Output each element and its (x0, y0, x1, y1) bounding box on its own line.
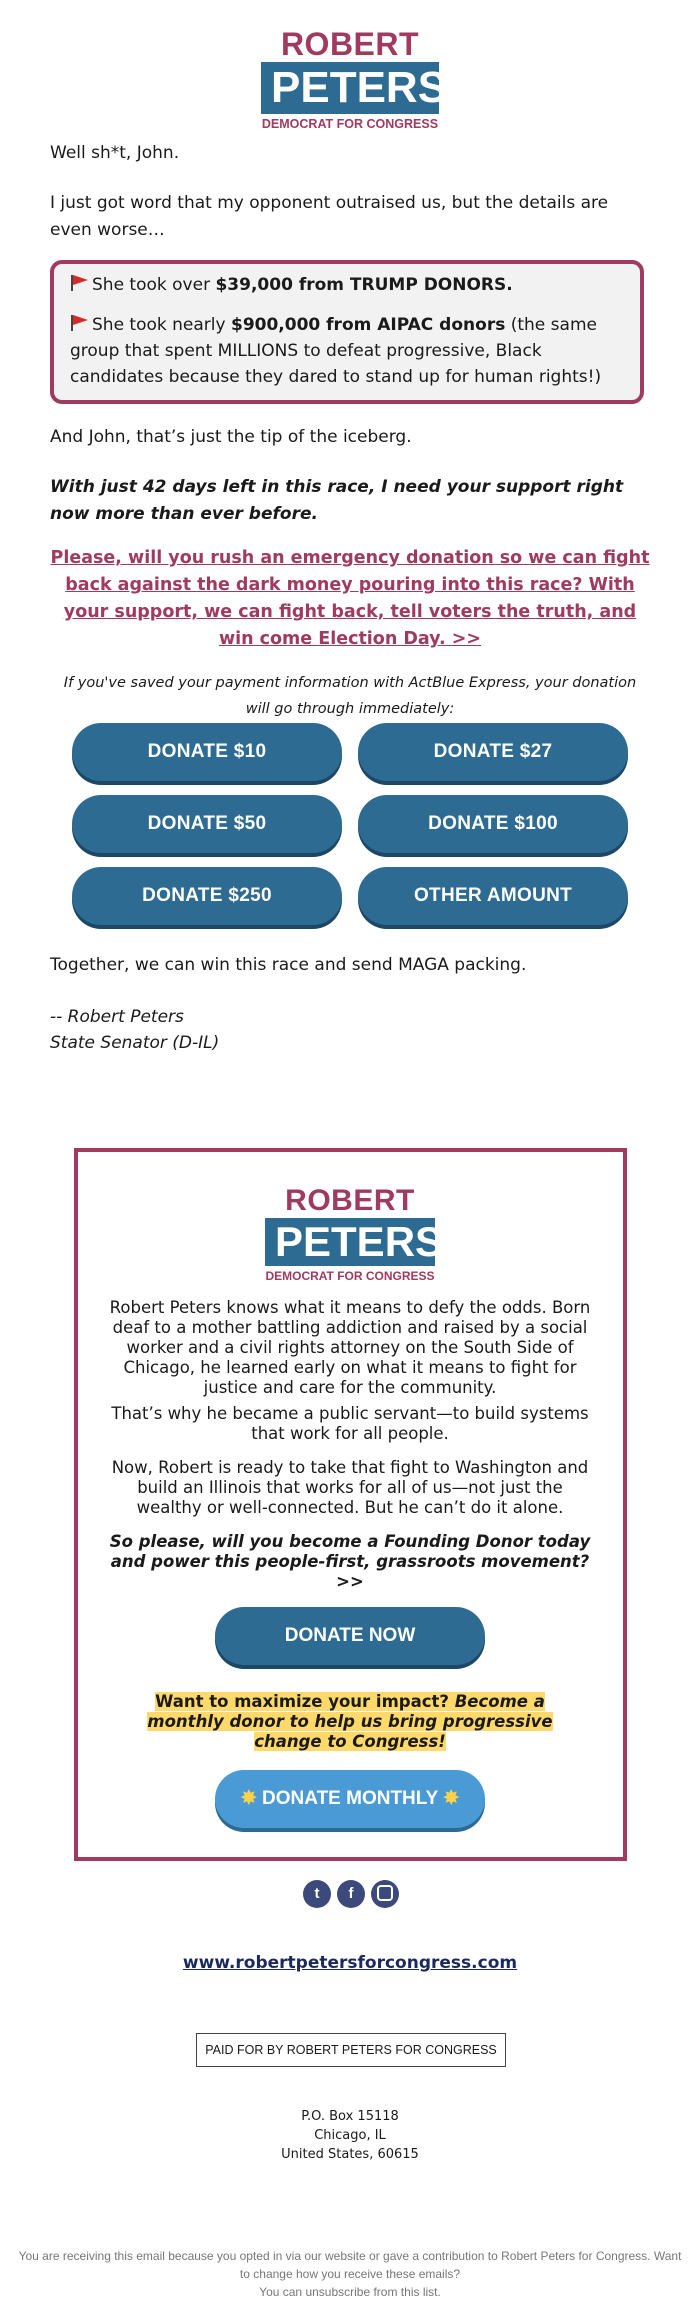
founding-donor-ask: So please, will you become a Founding Donor today and power this people-first, grassroots movement? >> (109, 1532, 591, 1591)
donate-100-button[interactable]: DONATE $100 (358, 795, 628, 853)
signature-name: -- Robert Peters (50, 1007, 184, 1027)
logo-line-peters: PETERS (261, 62, 439, 114)
email-footer-notice (0, 2247, 700, 2301)
callout-item-trump (70, 272, 620, 298)
logo-tagline: DEMOCRAT FOR CONGRESS (261, 117, 439, 131)
twitter-icon[interactable]: t (303, 1880, 331, 1908)
red-flag-icon (70, 314, 90, 332)
monthly-donor-appeal (115, 1692, 585, 1752)
callout-item2-bold: $900,000 from AIPAC donors (230, 315, 506, 335)
paid-for-disclaimer: PAID FOR BY ROBERT PETERS FOR CONGRESS (196, 2033, 506, 2067)
signature-title: State Senator (D-IL) (50, 1033, 220, 1053)
emergency-donation-link[interactable]: Please, will you rush an emergency donation so we can fight back against the dark money pouring into this race? With your support, we can fight back, tell voters the truth, and win come Election Day. >> (50, 548, 650, 649)
donate-250-button[interactable]: DONATE $250 (72, 867, 342, 925)
donate-27-button[interactable]: DONATE $27 (358, 723, 628, 781)
monthly-appeal-italic: Become a monthly donor to help us bring progressive change to Congress! (147, 1692, 553, 1751)
unsubscribe-link[interactable]: You can unsubscribe from this list. (259, 2285, 441, 2299)
bio-paragraph: Robert Peters knows what it means to defy the odds. Born deaf to a mother battling addiction and raised by a social worker and a civil rights attorney on the South Side of Chicago, he learned early on what it means to fight for justice and care for the community. (109, 1298, 591, 1397)
callout-item-aipac (70, 312, 620, 390)
monthly-appeal-lead: Want to maximize your impact? (155, 1692, 455, 1711)
donate-monthly-button[interactable] (215, 1770, 485, 1828)
card-logo-line-robert: ROBERT (285, 1184, 415, 1217)
urgent-appeal: With just 42 days left in this race, I need your support right now more than ever before. (50, 477, 624, 524)
donate-other-amount-button[interactable]: OTHER AMOUNT (358, 867, 628, 925)
callout-item1-text: She took over (92, 275, 216, 295)
donate-50-button[interactable]: DONATE $50 (72, 795, 342, 853)
address-line-1: P.O. Box 15118 (301, 2109, 399, 2124)
card-logo (265, 1184, 444, 1283)
donate-now-button[interactable]: DONATE NOW (215, 1607, 485, 1665)
callout-item2-text: She took nearly (92, 315, 231, 335)
star-icon: ✸ (240, 1788, 257, 1809)
star-icon: ✸ (443, 1788, 460, 1809)
card-logo-tagline: DEMOCRAT FOR CONGRESS (265, 1269, 435, 1283)
actblue-express-note: If you've saved your payment information with ActBlue Express, your donation will go through immediately: (63, 675, 637, 717)
instagram-icon[interactable] (371, 1880, 399, 1908)
card-logo-line-peters: PETERS (265, 1218, 435, 1266)
donate-10-button[interactable]: DONATE $10 (72, 723, 342, 781)
donate-monthly-label: DONATE MONTHLY (262, 1788, 438, 1809)
red-flag-icon (70, 274, 90, 292)
opponent-callout-box (50, 260, 644, 404)
tip-of-iceberg: And John, that’s just the tip of the iceberg. (50, 427, 412, 447)
ready-paragraph: Now, Robert is ready to take that fight to Washington and build an Illinois that works for all of us—not just the wealthy or well-connected. But he can’t do it alone. (111, 1458, 589, 1517)
subscription-notice: You are receiving this email because you opted in via our website or gave a contribution to Robert Peters for Congress. Want to change how you receive these emails? (18, 2249, 682, 2281)
logo-line-robert: ROBERT (280, 26, 420, 62)
mailing-address (0, 2107, 700, 2164)
callout-item1-bold: $39,000 from TRUMP DONORS. (215, 275, 513, 295)
closing-line: Together, we can win this race and send MAGA packing. (50, 955, 527, 975)
address-line-3: United States, 60615 (281, 2147, 419, 2162)
public-servant-paragraph: That’s why he became a public servant—to build systems that work for all people. (111, 1404, 589, 1443)
callout-item2-detail: (the same group that spent MILLIONS to defeat progressive, Black candidates because they dared to stand up for human rights!) (70, 315, 602, 387)
intro-paragraph: I just got word that my opponent outraised us, but the details are even worse… (50, 193, 609, 240)
greeting: Well sh*t, John. (50, 143, 180, 163)
website-link[interactable]: www.robertpetersforcongress.com (182, 1953, 518, 1973)
facebook-icon[interactable]: f (337, 1880, 365, 1908)
header-logo (261, 26, 448, 131)
address-line-2: Chicago, IL (314, 2128, 386, 2143)
